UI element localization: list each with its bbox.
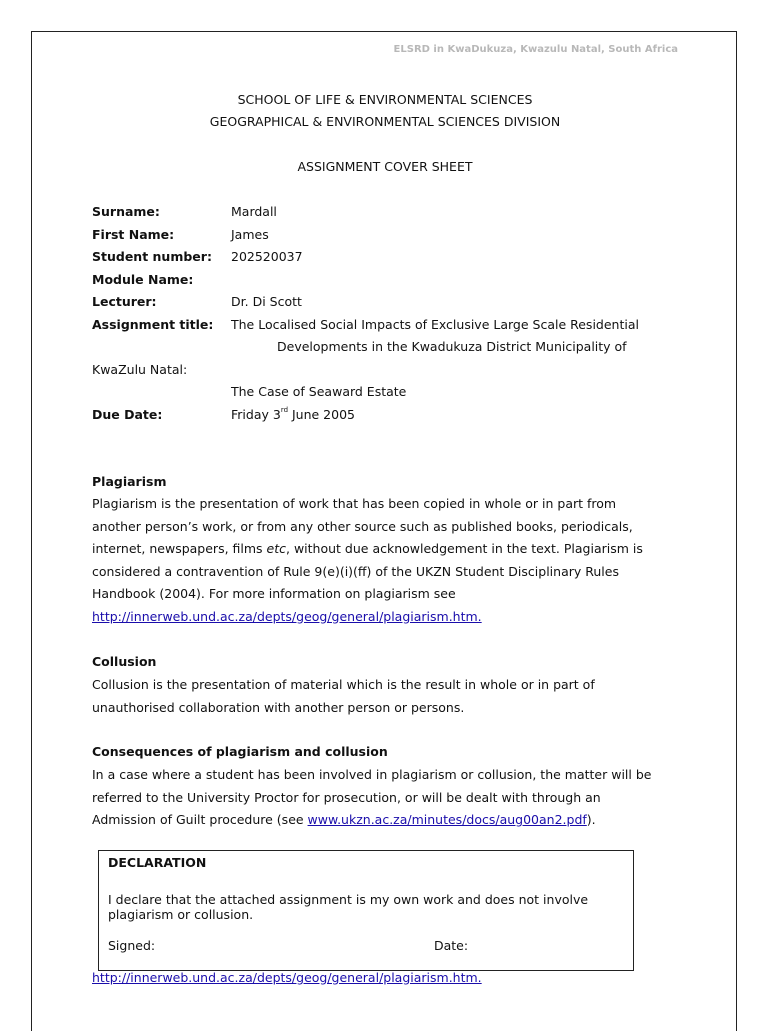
date-label: Date: (434, 938, 469, 953)
assignment-title-label: Assignment title: (92, 317, 214, 332)
document-page (31, 31, 737, 1031)
collusion-heading: Collusion (92, 654, 157, 669)
module-name-label: Module Name: (92, 272, 194, 287)
declaration-box (98, 850, 634, 971)
consequences-link[interactable]: www.ukzn.ac.za/minutes/docs/aug00an2.pdf (307, 812, 587, 827)
assignment-title-line1: The Localised Social Impacts of Exclusive Large Scale Residential (231, 317, 639, 332)
due-date-value: Friday 3rd June 2005 (231, 406, 355, 422)
plagiarism-link[interactable]: http://innerweb.und.ac.za/depts/geog/general/plagiarism.htm. (92, 608, 482, 624)
first-name-value: James (231, 227, 269, 242)
lecturer-value: Dr. Di Scott (231, 294, 302, 309)
first-name-label: First Name: (92, 227, 175, 242)
assignment-title-line2: Developments in the Kwadukuza District Municipality of (277, 339, 627, 354)
student-number-label: Student number: (92, 249, 212, 264)
declaration-text: I declare that the attached assignment is my own work and does not involve plagiarism or collusion. (108, 892, 589, 922)
division-heading: GEOGRAPHICAL & ENVIRONMENTAL SCIENCES DIVISION (209, 114, 561, 129)
plagiarism-heading: Plagiarism (92, 474, 167, 489)
footer-link[interactable]: http://innerweb.und.ac.za/depts/geog/general/plagiarism.htm. (92, 970, 482, 985)
sheet-title: ASSIGNMENT COVER SHEET (297, 159, 473, 174)
assignment-title-line3: KwaZulu Natal: (92, 362, 188, 377)
school-heading: SCHOOL OF LIFE & ENVIRONMENTAL SCIENCES (237, 92, 533, 107)
lecturer-label: Lecturer: (92, 294, 157, 309)
plagiarism-paragraph: Plagiarism is the presentation of work that has been copied in whole or in part from another person’s work, or from any other source such as published books, periodicals, internet, newspapers, films etc, without due acknowledgement in the text. Plagiarism is considered a contravention of Rule 9(e)(i)(ff) of the UKZN Student Disciplinary Rules Handbook (2004). For more information on plagiarism see http://innerweb.und.ac.za/depts/geog/general/plagiarism.htm. (92, 496, 643, 624)
signed-label: Signed: (108, 938, 156, 953)
collusion-paragraph: Collusion is the presentation of material which is the result in whole or in part of unauthorised collaboration with another person or persons. (92, 677, 595, 715)
consequences-paragraph: In a case where a student has been involved in plagiarism or collusion, the matter will be referred to the University Proctor for prosecution, or will be dealt with through an Admission of Guilt procedure (see www.ukzn.ac.za/minutes/docs/aug00an2.pdf). (92, 767, 652, 827)
header-note: ELSRD in KwaDukuza, Kwazulu Natal, South Africa (393, 44, 678, 55)
declaration-heading: DECLARATION (108, 855, 207, 870)
surname-value: Mardall (231, 204, 277, 219)
due-date-label: Due Date: (92, 407, 163, 422)
student-number-value: 202520037 (231, 249, 303, 264)
assignment-title-line4: The Case of Seaward Estate (231, 384, 407, 399)
consequences-heading: Consequences of plagiarism and collusion (92, 744, 388, 759)
surname-label: Surname: (92, 204, 160, 219)
